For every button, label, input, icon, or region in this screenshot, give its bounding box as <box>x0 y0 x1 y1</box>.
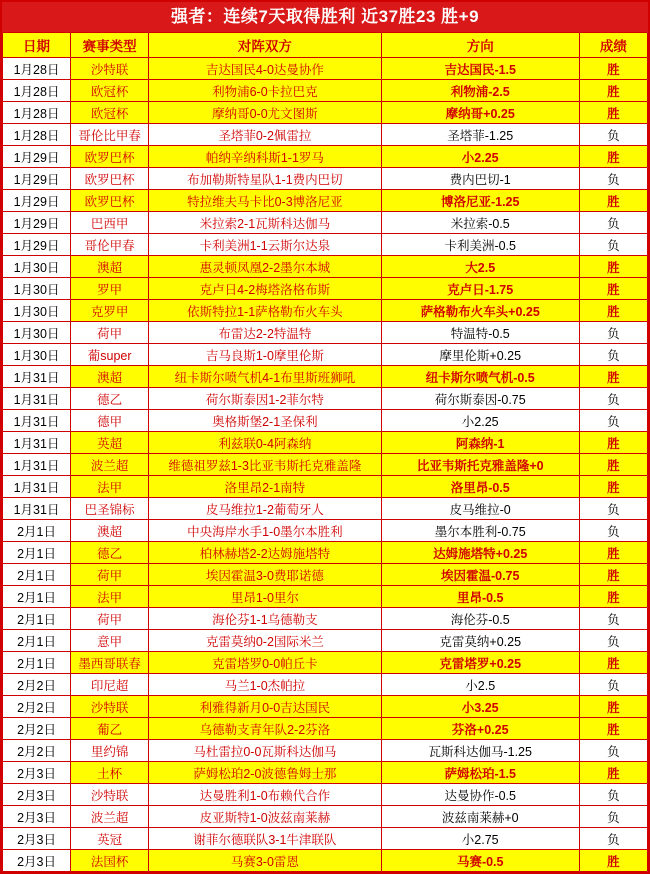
cell-direction: 皮马维拉-0 <box>381 498 579 520</box>
cell-date: 2月3日 <box>3 784 71 806</box>
cell-match: 惠灵顿凤凰2-2墨尔本城 <box>149 256 381 278</box>
cell-direction: 芬洛+0.25 <box>381 718 579 740</box>
cell-match: 吉马良斯1-0摩里伦斯 <box>149 344 381 366</box>
cell-result: 负 <box>579 344 647 366</box>
cell-type: 巴西甲 <box>71 212 149 234</box>
cell-direction: 特温特-0.5 <box>381 322 579 344</box>
table-row <box>3 410 648 432</box>
cell-direction: 墨尔本胜利-0.75 <box>381 520 579 542</box>
cell-result: 胜 <box>579 542 647 564</box>
table-row <box>3 784 648 806</box>
cell-match: 纽卡斯尔喷气机4-1布里斯班狮吼 <box>149 366 381 388</box>
cell-result: 负 <box>579 784 647 806</box>
cell-date: 2月3日 <box>3 850 71 872</box>
cell-direction: 波兹南莱赫+0 <box>381 806 579 828</box>
cell-date: 2月1日 <box>3 520 71 542</box>
cell-direction: 摩里伦斯+0.25 <box>381 344 579 366</box>
cell-match: 洛里昂2-1南特 <box>149 476 381 498</box>
cell-type: 法甲 <box>71 586 149 608</box>
cell-type: 德甲 <box>71 410 149 432</box>
cell-direction: 洛里昂-0.5 <box>381 476 579 498</box>
cell-type: 印尼超 <box>71 674 149 696</box>
column-header-date: 日期 <box>3 33 71 58</box>
cell-date: 1月29日 <box>3 168 71 190</box>
cell-result: 负 <box>579 168 647 190</box>
column-header-match: 对阵双方 <box>149 33 381 58</box>
cell-type: 葡super <box>71 344 149 366</box>
cell-direction: 小2.5 <box>381 674 579 696</box>
table-row <box>3 58 648 80</box>
cell-type: 欧罗巴杯 <box>71 190 149 212</box>
cell-match: 米拉索2-1瓦斯科达伽马 <box>149 212 381 234</box>
cell-match: 柏林赫塔2-2达姆施塔特 <box>149 542 381 564</box>
cell-type: 葡乙 <box>71 718 149 740</box>
table-row <box>3 608 648 630</box>
table-row <box>3 762 648 784</box>
cell-date: 1月28日 <box>3 102 71 124</box>
cell-match: 特拉维夫马卡比0-3博洛尼亚 <box>149 190 381 212</box>
table-row <box>3 740 648 762</box>
cell-type: 荷甲 <box>71 608 149 630</box>
cell-match: 利物浦6-0卡拉巴克 <box>149 80 381 102</box>
cell-result: 胜 <box>579 366 647 388</box>
cell-direction: 里昂-0.5 <box>381 586 579 608</box>
cell-type: 波兰超 <box>71 454 149 476</box>
cell-type: 法甲 <box>71 476 149 498</box>
table-row <box>3 520 648 542</box>
cell-date: 1月28日 <box>3 124 71 146</box>
cell-type: 德乙 <box>71 388 149 410</box>
cell-direction: 小2.25 <box>381 410 579 432</box>
cell-direction: 吉达国民-1.5 <box>381 58 579 80</box>
cell-type: 沙特联 <box>71 784 149 806</box>
cell-date: 2月2日 <box>3 696 71 718</box>
cell-date: 2月1日 <box>3 542 71 564</box>
table-body <box>3 58 648 872</box>
cell-date: 1月30日 <box>3 322 71 344</box>
cell-result: 负 <box>579 498 647 520</box>
cell-result: 胜 <box>579 454 647 476</box>
cell-date: 2月3日 <box>3 828 71 850</box>
cell-direction: 米拉索-0.5 <box>381 212 579 234</box>
cell-type: 墨西哥联春 <box>71 652 149 674</box>
table-row <box>3 630 648 652</box>
cell-result: 胜 <box>579 432 647 454</box>
cell-type: 英超 <box>71 432 149 454</box>
table-row <box>3 168 648 190</box>
cell-type: 英冠 <box>71 828 149 850</box>
cell-date: 1月31日 <box>3 454 71 476</box>
cell-direction: 利物浦-2.5 <box>381 80 579 102</box>
cell-match: 海伦芬1-1乌德勒支 <box>149 608 381 630</box>
cell-type: 澳超 <box>71 520 149 542</box>
cell-result: 胜 <box>579 762 647 784</box>
cell-direction: 小2.75 <box>381 828 579 850</box>
table-row <box>3 454 648 476</box>
cell-date: 1月30日 <box>3 344 71 366</box>
cell-match: 布雷达2-2特温特 <box>149 322 381 344</box>
cell-match: 中央海岸水手1-0墨尔本胜利 <box>149 520 381 542</box>
cell-result: 胜 <box>579 58 647 80</box>
cell-date: 1月30日 <box>3 300 71 322</box>
cell-type: 波兰超 <box>71 806 149 828</box>
table-row <box>3 806 648 828</box>
cell-type: 澳超 <box>71 366 149 388</box>
cell-direction: 荷尔斯泰因-0.75 <box>381 388 579 410</box>
cell-type: 克罗甲 <box>71 300 149 322</box>
cell-type: 欧罗巴杯 <box>71 168 149 190</box>
cell-match: 维德祖罗兹1-3比亚韦斯托克雅盖隆 <box>149 454 381 476</box>
cell-result: 负 <box>579 630 647 652</box>
cell-date: 2月1日 <box>3 564 71 586</box>
cell-result: 胜 <box>579 652 647 674</box>
cell-result: 胜 <box>579 850 647 872</box>
cell-match: 利雅得新月0-0吉达国民 <box>149 696 381 718</box>
cell-match: 马杜雷拉0-0瓦斯科达伽马 <box>149 740 381 762</box>
cell-date: 1月31日 <box>3 410 71 432</box>
table-row <box>3 146 648 168</box>
cell-match: 埃因霍温3-0费耶诺德 <box>149 564 381 586</box>
cell-result: 负 <box>579 740 647 762</box>
cell-result: 负 <box>579 322 647 344</box>
cell-type: 沙特联 <box>71 696 149 718</box>
cell-result: 负 <box>579 124 647 146</box>
cell-type: 巴圣锦标 <box>71 498 149 520</box>
cell-date: 1月30日 <box>3 256 71 278</box>
cell-result: 胜 <box>579 256 647 278</box>
table-row <box>3 256 648 278</box>
cell-direction: 小2.25 <box>381 146 579 168</box>
cell-type: 德乙 <box>71 542 149 564</box>
cell-type: 欧冠杯 <box>71 102 149 124</box>
cell-date: 2月1日 <box>3 586 71 608</box>
cell-match: 帕纳辛纳科斯1-1罗马 <box>149 146 381 168</box>
cell-direction: 圣塔菲-1.25 <box>381 124 579 146</box>
table-row <box>3 564 648 586</box>
cell-match: 依斯特拉1-1萨格勒布火车头 <box>149 300 381 322</box>
cell-result: 胜 <box>579 696 647 718</box>
cell-direction: 瓦斯科达伽马-1.25 <box>381 740 579 762</box>
cell-direction: 小3.25 <box>381 696 579 718</box>
cell-date: 1月28日 <box>3 80 71 102</box>
cell-date: 2月1日 <box>3 652 71 674</box>
cell-date: 2月1日 <box>3 608 71 630</box>
cell-match: 布加勒斯特星队1-1费内巴切 <box>149 168 381 190</box>
cell-date: 2月3日 <box>3 762 71 784</box>
table-header-row <box>3 33 648 58</box>
table-row <box>3 718 648 740</box>
cell-match: 圣塔菲0-2佩雷拉 <box>149 124 381 146</box>
cell-direction: 卡利美洲-0.5 <box>381 234 579 256</box>
table-row <box>3 498 648 520</box>
cell-match: 乌德勒支青年队2-2芬洛 <box>149 718 381 740</box>
cell-result: 负 <box>579 212 647 234</box>
cell-date: 1月29日 <box>3 212 71 234</box>
table-row <box>3 850 648 872</box>
cell-date: 1月31日 <box>3 388 71 410</box>
cell-date: 2月2日 <box>3 674 71 696</box>
cell-match: 马赛3-0雷恩 <box>149 850 381 872</box>
cell-type: 法国杯 <box>71 850 149 872</box>
table-row <box>3 476 648 498</box>
cell-result: 胜 <box>579 564 647 586</box>
cell-result: 胜 <box>579 146 647 168</box>
table-row <box>3 102 648 124</box>
table-row <box>3 212 648 234</box>
cell-result: 胜 <box>579 102 647 124</box>
table-row <box>3 344 648 366</box>
table-row <box>3 234 648 256</box>
cell-direction: 克雷塔罗+0.25 <box>381 652 579 674</box>
cell-date: 2月2日 <box>3 718 71 740</box>
cell-result: 负 <box>579 520 647 542</box>
cell-type: 欧罗巴杯 <box>71 146 149 168</box>
cell-match: 利兹联0-4阿森纳 <box>149 432 381 454</box>
table-row <box>3 124 648 146</box>
cell-match: 克卢日4-2梅塔洛格布斯 <box>149 278 381 300</box>
cell-result: 胜 <box>579 278 647 300</box>
cell-match: 摩纳哥0-0尤文图斯 <box>149 102 381 124</box>
cell-direction: 达姆施塔特+0.25 <box>381 542 579 564</box>
cell-direction: 埃因霍温-0.75 <box>381 564 579 586</box>
table-row <box>3 674 648 696</box>
page-title: 强者：连续7天取得胜利 近37胜23 胜+9 <box>2 2 648 32</box>
cell-direction: 克卢日-1.75 <box>381 278 579 300</box>
table-row <box>3 278 648 300</box>
cell-date: 1月29日 <box>3 234 71 256</box>
cell-date: 1月30日 <box>3 278 71 300</box>
cell-type: 荷甲 <box>71 564 149 586</box>
cell-match: 谢菲尔德联队3-1牛津联队 <box>149 828 381 850</box>
cell-type: 罗甲 <box>71 278 149 300</box>
cell-direction: 博洛尼亚-1.25 <box>381 190 579 212</box>
table-row <box>3 542 648 564</box>
cell-date: 1月28日 <box>3 58 71 80</box>
cell-direction: 阿森纳-1 <box>381 432 579 454</box>
cell-match: 达曼胜利1-0布赖代合作 <box>149 784 381 806</box>
cell-direction: 费内巴切-1 <box>381 168 579 190</box>
cell-type: 欧冠杯 <box>71 80 149 102</box>
cell-match: 萨姆松珀2-0波德鲁姆士那 <box>149 762 381 784</box>
cell-date: 1月31日 <box>3 498 71 520</box>
table-row <box>3 80 648 102</box>
cell-result: 胜 <box>579 476 647 498</box>
table-row <box>3 652 648 674</box>
results-table <box>2 32 648 872</box>
cell-match: 卡利美洲1-1云斯尔达泉 <box>149 234 381 256</box>
cell-type: 沙特联 <box>71 58 149 80</box>
cell-type: 哥伦甲春 <box>71 234 149 256</box>
cell-direction: 萨格勒布火车头+0.25 <box>381 300 579 322</box>
cell-match: 奥格斯堡2-1圣保利 <box>149 410 381 432</box>
cell-result: 负 <box>579 234 647 256</box>
cell-direction: 摩纳哥+0.25 <box>381 102 579 124</box>
table-row <box>3 828 648 850</box>
cell-type: 土杯 <box>71 762 149 784</box>
cell-date: 2月2日 <box>3 740 71 762</box>
cell-date: 1月29日 <box>3 190 71 212</box>
column-header-result: 成绩 <box>579 33 647 58</box>
cell-result: 负 <box>579 410 647 432</box>
cell-result: 负 <box>579 674 647 696</box>
cell-match: 克雷莫纳0-2国际米兰 <box>149 630 381 652</box>
cell-type: 荷甲 <box>71 322 149 344</box>
cell-direction: 纽卡斯尔喷气机-0.5 <box>381 366 579 388</box>
cell-match: 吉达国民4-0达曼协作 <box>149 58 381 80</box>
cell-direction: 萨姆松珀-1.5 <box>381 762 579 784</box>
table-row <box>3 300 648 322</box>
cell-date: 2月3日 <box>3 806 71 828</box>
cell-result: 负 <box>579 608 647 630</box>
cell-direction: 海伦芬-0.5 <box>381 608 579 630</box>
cell-type: 意甲 <box>71 630 149 652</box>
cell-result: 胜 <box>579 586 647 608</box>
cell-result: 负 <box>579 388 647 410</box>
cell-match: 克雷塔罗0-0帕丘卡 <box>149 652 381 674</box>
table-row <box>3 696 648 718</box>
cell-direction: 达曼协作-0.5 <box>381 784 579 806</box>
cell-match: 皮马维拉1-2葡萄牙人 <box>149 498 381 520</box>
column-header-type: 赛事类型 <box>71 33 149 58</box>
cell-date: 1月31日 <box>3 476 71 498</box>
table-row <box>3 388 648 410</box>
cell-result: 负 <box>579 828 647 850</box>
cell-match: 马兰1-0杰帕拉 <box>149 674 381 696</box>
cell-type: 澳超 <box>71 256 149 278</box>
cell-date: 1月29日 <box>3 146 71 168</box>
table-row <box>3 190 648 212</box>
cell-match: 荷尔斯泰因1-2菲尔特 <box>149 388 381 410</box>
cell-direction: 比亚韦斯托克雅盖隆+0 <box>381 454 579 476</box>
cell-result: 胜 <box>579 718 647 740</box>
cell-result: 胜 <box>579 190 647 212</box>
table-row <box>3 366 648 388</box>
table-row <box>3 586 648 608</box>
cell-match: 皮亚斯特1-0波兹南莱赫 <box>149 806 381 828</box>
table-row <box>3 322 648 344</box>
cell-result: 胜 <box>579 80 647 102</box>
cell-date: 1月31日 <box>3 432 71 454</box>
cell-direction: 大2.5 <box>381 256 579 278</box>
cell-direction: 克雷莫纳+0.25 <box>381 630 579 652</box>
cell-type: 哥伦比甲春 <box>71 124 149 146</box>
cell-match: 里昂1-0里尔 <box>149 586 381 608</box>
table-row <box>3 432 648 454</box>
cell-direction: 马赛-0.5 <box>381 850 579 872</box>
cell-date: 1月31日 <box>3 366 71 388</box>
cell-date: 2月1日 <box>3 630 71 652</box>
column-header-direction: 方向 <box>381 33 579 58</box>
cell-result: 负 <box>579 806 647 828</box>
cell-result: 胜 <box>579 300 647 322</box>
cell-type: 里约锦 <box>71 740 149 762</box>
